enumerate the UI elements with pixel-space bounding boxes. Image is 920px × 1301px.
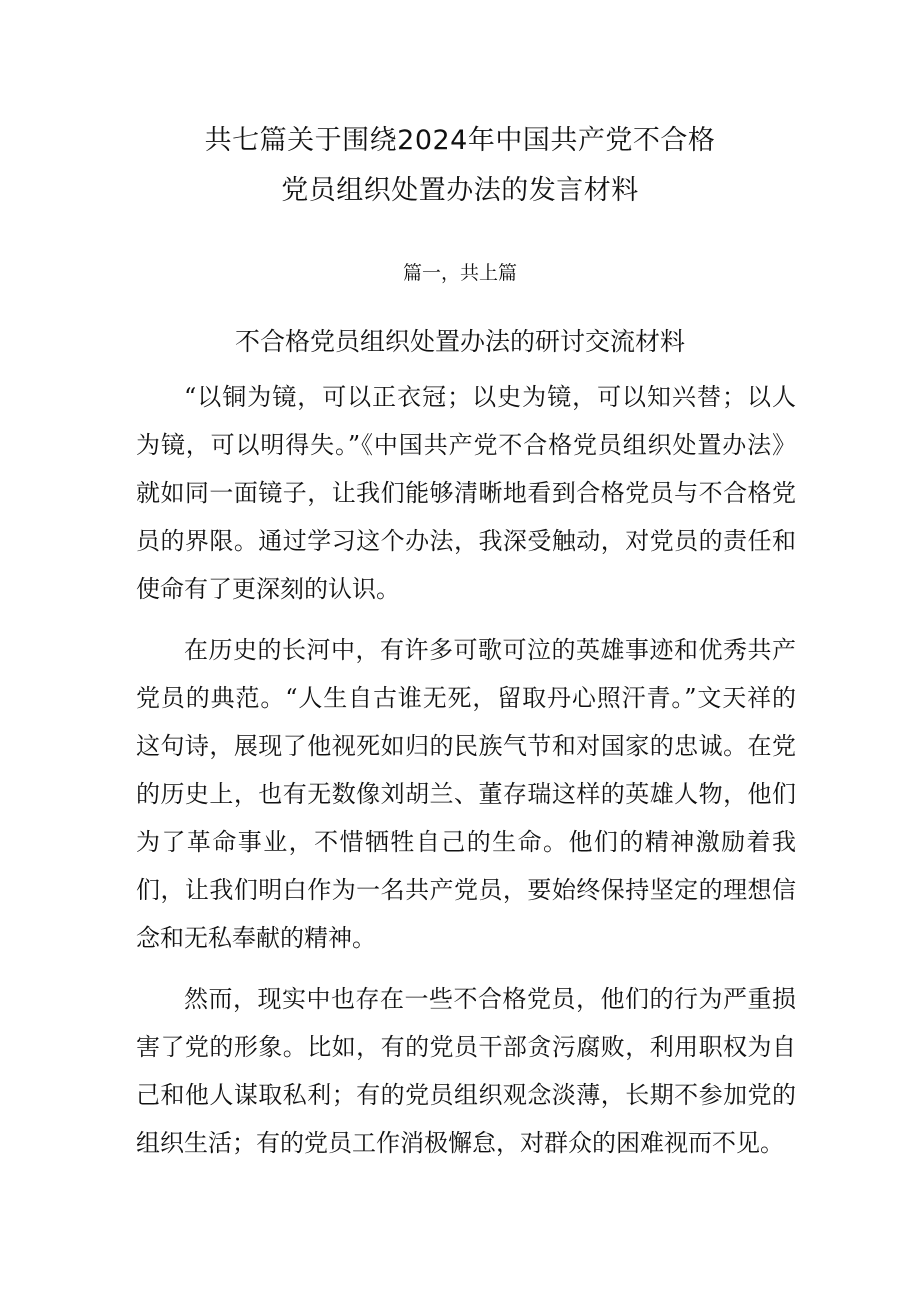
section-heading: 不合格党员组织处置办法的研讨交流材料: [234, 327, 685, 356]
body-paragraph-2: 在历史的长河中，有许多可歌可泣的英雄事迹和优秀共产党员的典范。“人生自古谁无死，留取丹心照汗青。”文天祥的这句诗，展现了他视死如归的民族气节和对国家的忠诚。在党的历史上，也有无数像刘胡兰、董存瑞这样的英雄人物，他们为了革命事业，不惜牺牲自己的生命。他们的精神激励着我们，让我们明白作为一名共产党员，要始终保持坚定的理想信念和无私奉献的精神。: [136, 636, 796, 952]
body-paragraph-3: 然而，现实中也存在一些不合格党员，他们的行为严重损害了党的形象。比如，有的党员干部贪污腐败，利用职权为自己和他人谋取私利；有的党员组织观念淡薄，长期不参加党的组织生活；有的党员工作消极懈怠，对群众的困难视而不见。: [136, 985, 796, 1157]
document-title-line-1: 共七篇关于围绕2024年中国共产党不合格: [204, 125, 716, 156]
part-subtitle: 篇一，共上篇: [402, 262, 517, 284]
document-title-line-2: 党员组织处置办法的发言材料: [281, 175, 639, 206]
body-paragraph-1: “以铜为镜，可以正衣冠；以史为镜，可以知兴替；以人为镜，可以明得失。”《中国共产党不合格党员组织处置办法》就如同一面镜子，让我们能够清晰地看到合格党员与不合格党员的界限。通过学习这个办法，我深受触动，对党员的责任和使命有了更深刻的认识。: [136, 383, 796, 603]
